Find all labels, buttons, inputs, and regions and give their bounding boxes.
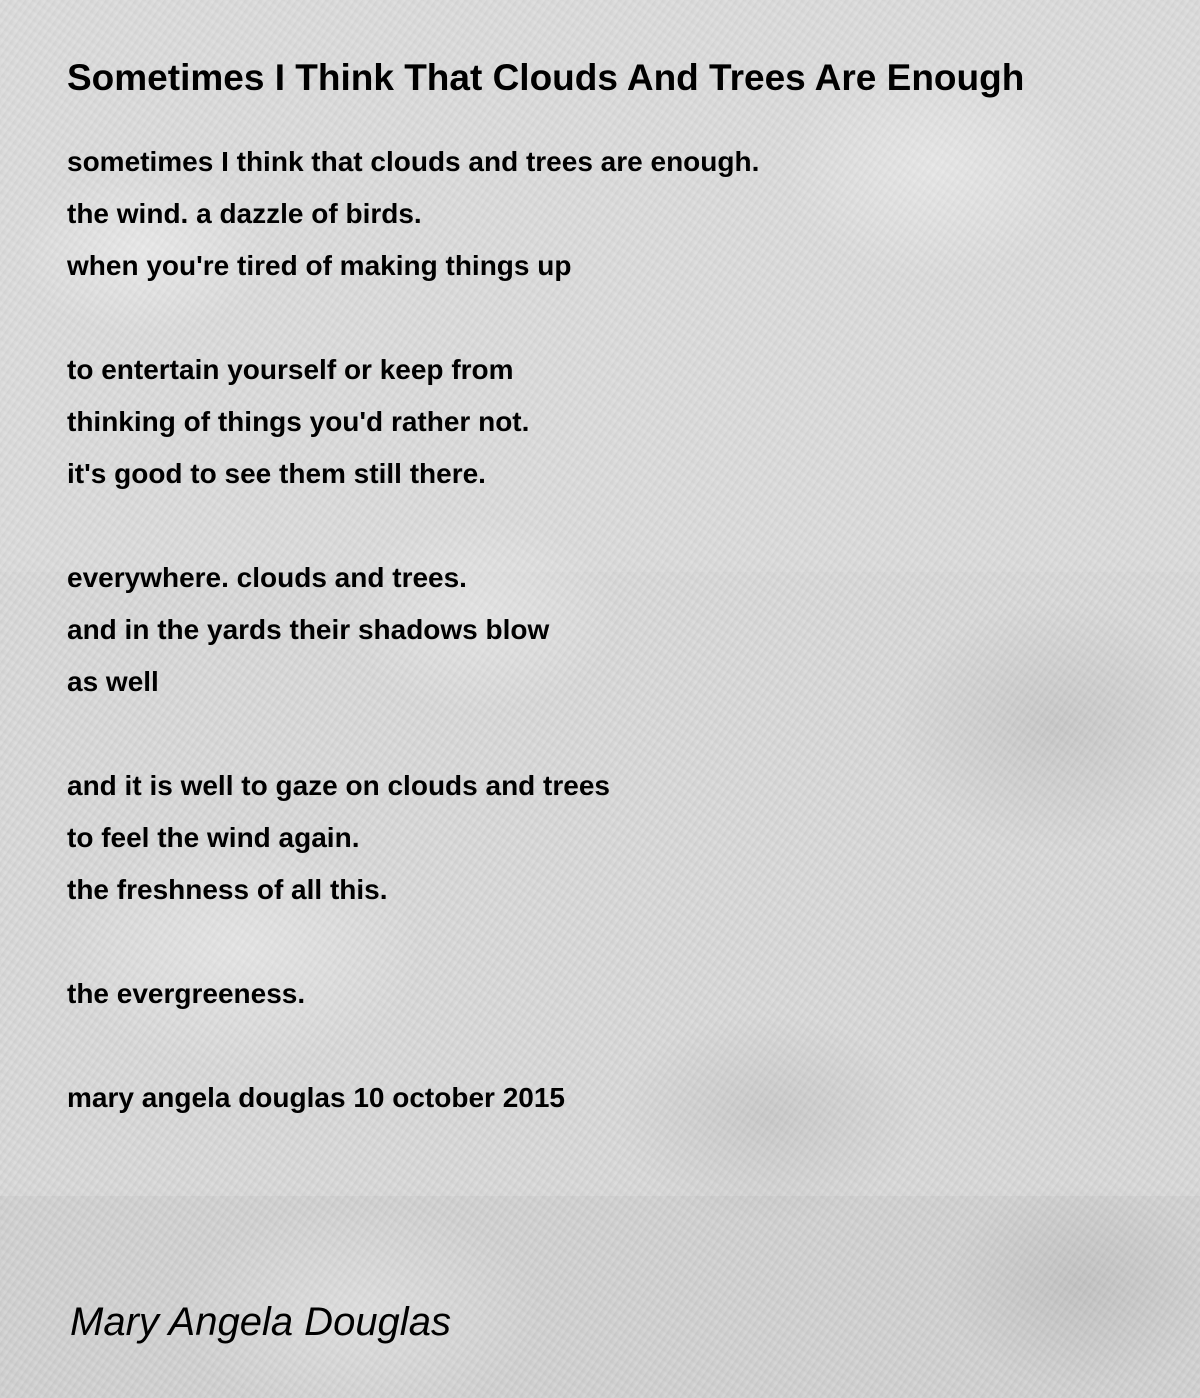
- stanza-break: [67, 292, 1127, 344]
- stanza-break: [67, 500, 1127, 552]
- poem-line: it's good to see them still there.: [67, 458, 486, 489]
- poem-body: [67, 136, 1127, 1124]
- poem-line: the freshness of all this.: [67, 874, 388, 905]
- poem-line: the wind. a dazzle of birds.: [67, 198, 422, 229]
- poem-line: thinking of things you'd rather not.: [67, 406, 530, 437]
- poem-line: and it is well to gaze on clouds and trees: [67, 770, 610, 801]
- poem-line: as well: [67, 666, 159, 697]
- poem-line: the evergreeness.: [67, 978, 306, 1009]
- poem-line: when you're tired of making things up: [67, 250, 572, 281]
- poem-line: to feel the wind again.: [67, 822, 360, 853]
- poem-container: [67, 52, 1127, 1124]
- stanza-break: [67, 1020, 1127, 1072]
- poem-line: to entertain yourself or keep from: [67, 354, 514, 385]
- poem-line: and in the yards their shadows blow: [67, 614, 550, 645]
- poem-title: Sometimes I Think That Clouds And Trees Are Enough: [67, 57, 1025, 98]
- stanza-break: [67, 916, 1127, 968]
- poem-line: everywhere. clouds and trees.: [67, 562, 467, 593]
- poem-signature: mary angela douglas 10 october 2015: [67, 1082, 565, 1113]
- poem-line: sometimes I think that clouds and trees are enough.: [67, 146, 760, 177]
- author-name: Mary Angela Douglas: [70, 1300, 451, 1344]
- stanza-break: [67, 708, 1127, 760]
